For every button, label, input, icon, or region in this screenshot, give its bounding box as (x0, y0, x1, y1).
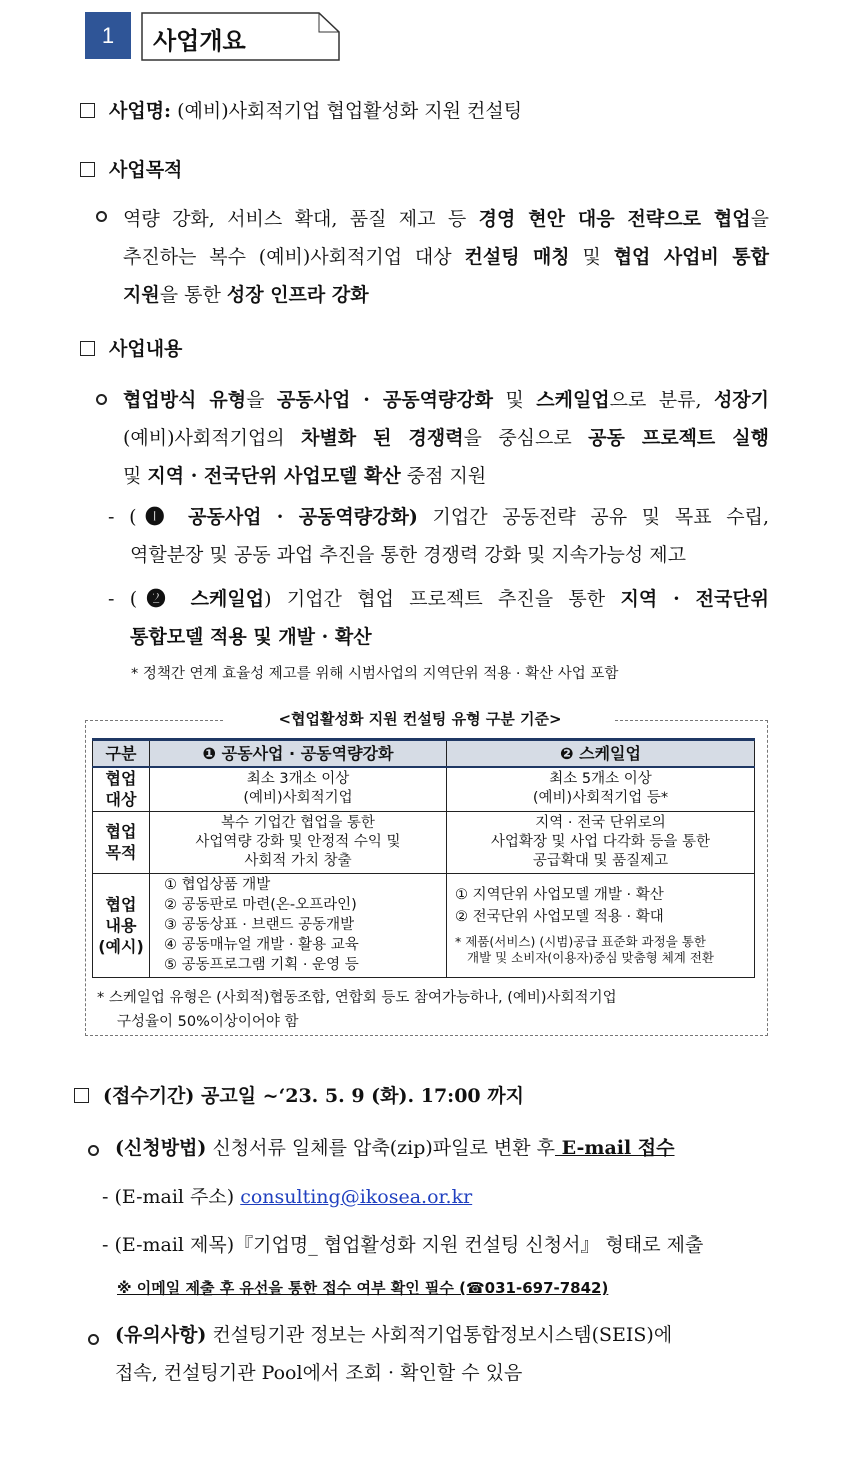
text: 접속, 컨설팅기관 Pool에서 조회 · 확인할 수 있음 (115, 1362, 523, 1384)
row-header: 협업 내용 (예시) (93, 873, 150, 977)
text: - ( (108, 588, 138, 610)
business-name-line (80, 99, 522, 123)
bullet-circle-icon (96, 391, 107, 410)
text: 중점 지원 (400, 465, 487, 487)
bullet-circle-icon (88, 1142, 99, 1161)
business-name-value: (예비)사회적기업 협업활성화 지원 컨설팅 (177, 100, 523, 122)
table-cell: 최소 5개소 이상 (예비)사회적기업 등* (447, 767, 755, 811)
text: 컨설팅기관 정보는 사회적기업통합정보시스템(SEIS)에 (206, 1324, 673, 1346)
text-bold: 지역 · 전국단위 사업모델 확산 (147, 465, 401, 487)
text-bold: 성장기 (713, 389, 769, 411)
content-paragraph (123, 381, 769, 495)
table-cell: 지역 · 전국 단위로의 사업확장 및 사업 다각화 등을 통한 공급확대 및 품질제고 (447, 811, 755, 873)
text: 및 (123, 465, 148, 487)
email-subject-line: - (E-mail 제목)『기업명_ 협업활성화 지원 컨설팅 신청서』 형태로 제출 (102, 1234, 704, 1256)
purpose-paragraph (123, 200, 769, 314)
text: 및 (569, 246, 614, 268)
text: 을 (750, 208, 769, 230)
text: 을 통한 (159, 284, 227, 306)
email-address-line (102, 1185, 472, 1209)
col-header: ❶ 공동사업 · 공동역량강화 (150, 740, 447, 768)
text-bold: (유의사항) (115, 1324, 207, 1346)
table-row (93, 767, 755, 811)
text: (예비)사회적기업의 (123, 427, 302, 449)
text: 을 (246, 389, 277, 411)
content-heading (80, 337, 182, 361)
notice-paragraph (115, 1316, 672, 1392)
row-header: 협업 목적 (93, 811, 150, 873)
text-bold: 경영 현안 대응 전략으로 협업 (478, 208, 751, 230)
dash-item-1 (108, 498, 769, 574)
col-header: 구분 (93, 740, 150, 768)
checkbox-square-icon (80, 341, 95, 356)
text-bold: 통합모델 적용 및 개발 · 확산 (130, 626, 372, 648)
table-row (93, 811, 755, 873)
text-bold: (신청방법) (115, 1137, 207, 1159)
bullet-circle-icon (88, 1331, 99, 1350)
section-title: 사업개요 (153, 27, 246, 55)
criteria-table (92, 738, 755, 978)
text: 역할분장 및 공동 과업 추진을 통한 경쟁력 강화 및 지속가능성 제고 (130, 544, 686, 566)
text: ) 기업간 협업 프로젝트 추진을 통한 (264, 588, 621, 610)
table-header-row (93, 740, 755, 768)
text: 으로 분류, (609, 389, 714, 411)
table-cell: 최소 3개소 이상 (예비)사회적기업 (150, 767, 447, 811)
col-header: ❷ 스케일업 (447, 740, 755, 768)
text: - ( (108, 506, 137, 528)
table-footnote: * 스케일업 유형은 (사회적)협동조합, 연합회 등도 참여가능하나, (예비)사회적기업 구성율이 50%이상이어야 함 (97, 990, 617, 1030)
text-bold: 컨설팅 매칭 (464, 246, 570, 268)
email-link[interactable]: consulting@ikosea.or.kr (240, 1186, 473, 1208)
text: 역량 강화, 서비스 확대, 품질 제고 등 (123, 208, 479, 230)
text: 및 (493, 389, 537, 411)
checkbox-square-icon (80, 162, 95, 177)
text: 신청서류 일체를 압축(zip)파일로 변환 후 (206, 1137, 555, 1159)
business-name-label: 사업명: (109, 100, 172, 122)
text-bold: 성장 인프라 강화 (226, 284, 369, 306)
row-header: 협업 대상 (93, 767, 150, 811)
text-bold: 협업 사업비 통합 (613, 246, 770, 268)
policy-note: * 정책간 연계 효율성 제고를 위해 시범사업의 지역단위 적용 · 확산 사업 포함 (131, 666, 619, 682)
method-line (115, 1136, 675, 1160)
table-row (93, 873, 755, 977)
text-bold: 협업방식 유형 (123, 389, 247, 411)
text-bold: 공동사업 · 공동역량강화 (276, 389, 494, 411)
table-cell: ① 지역단위 사업모델 개발 · 확산 ② 전국단위 사업모델 적용 · 확대 * 제품(서비스) (시범)공급 표준화 과정을 통한 개발 및 소비자(이용자)중심 맞춤형 체계 전환 (447, 873, 755, 977)
confirm-warning: ※ 이메일 제출 후 유선을 통한 접수 여부 확인 필수 (☎031-697-7842) (117, 1279, 609, 1297)
text-bold: 지역 · 전국단위 (620, 588, 770, 610)
section-number: 1 (85, 12, 131, 59)
text: - (E-mail 주소) (102, 1186, 241, 1208)
section-title-box (141, 12, 339, 60)
text-bold: 지원 (123, 284, 160, 306)
table-cell: 복수 기업간 협업을 통한 사업역량 강화 및 안정적 수익 및 사회적 가치 창출 (150, 811, 447, 873)
text-bold: ❷ 스케일업 (137, 588, 265, 610)
checkbox-square-icon (74, 1088, 89, 1103)
purpose-label: 사업목적 (109, 159, 183, 181)
period-label: (접수기간) 공고일 ~‘23. 5. 9 (화). 17:00 까지 (103, 1085, 524, 1107)
text: 기업간 공동전략 공유 및 목표 수립, (417, 506, 769, 528)
bullet-circle-icon (96, 208, 107, 227)
text-bold: ❶ 공동사업 · 공동역량강화) (136, 506, 418, 528)
period-heading (74, 1084, 524, 1108)
text-bold: 공동 프로젝트 실행 (588, 427, 769, 449)
text: 을 중심으로 (463, 427, 589, 449)
text: 추진하는 복수 (예비)사회적기업 대상 (123, 246, 465, 268)
text-bold: 스케일업 (536, 389, 610, 411)
text-bold: 차별화 된 경쟁력 (301, 427, 464, 449)
text-bold: E-mail 접수 (555, 1137, 675, 1159)
purpose-heading (80, 158, 182, 182)
table-title: <협업활성화 지원 컨설팅 유형 구분 기준> (225, 708, 615, 729)
dash-item-2 (108, 580, 769, 656)
checkbox-square-icon (80, 103, 95, 118)
table-cell: ① 협업상품 개발 ② 공동판로 마련(온-오프라인) ③ 공동상표 · 브랜드 공동개발 ④ 공동매뉴얼 개발 · 활용 교육 ⑤ 공동프로그램 기획 · 운영 등 (150, 873, 447, 977)
content-label: 사업내용 (109, 338, 183, 360)
